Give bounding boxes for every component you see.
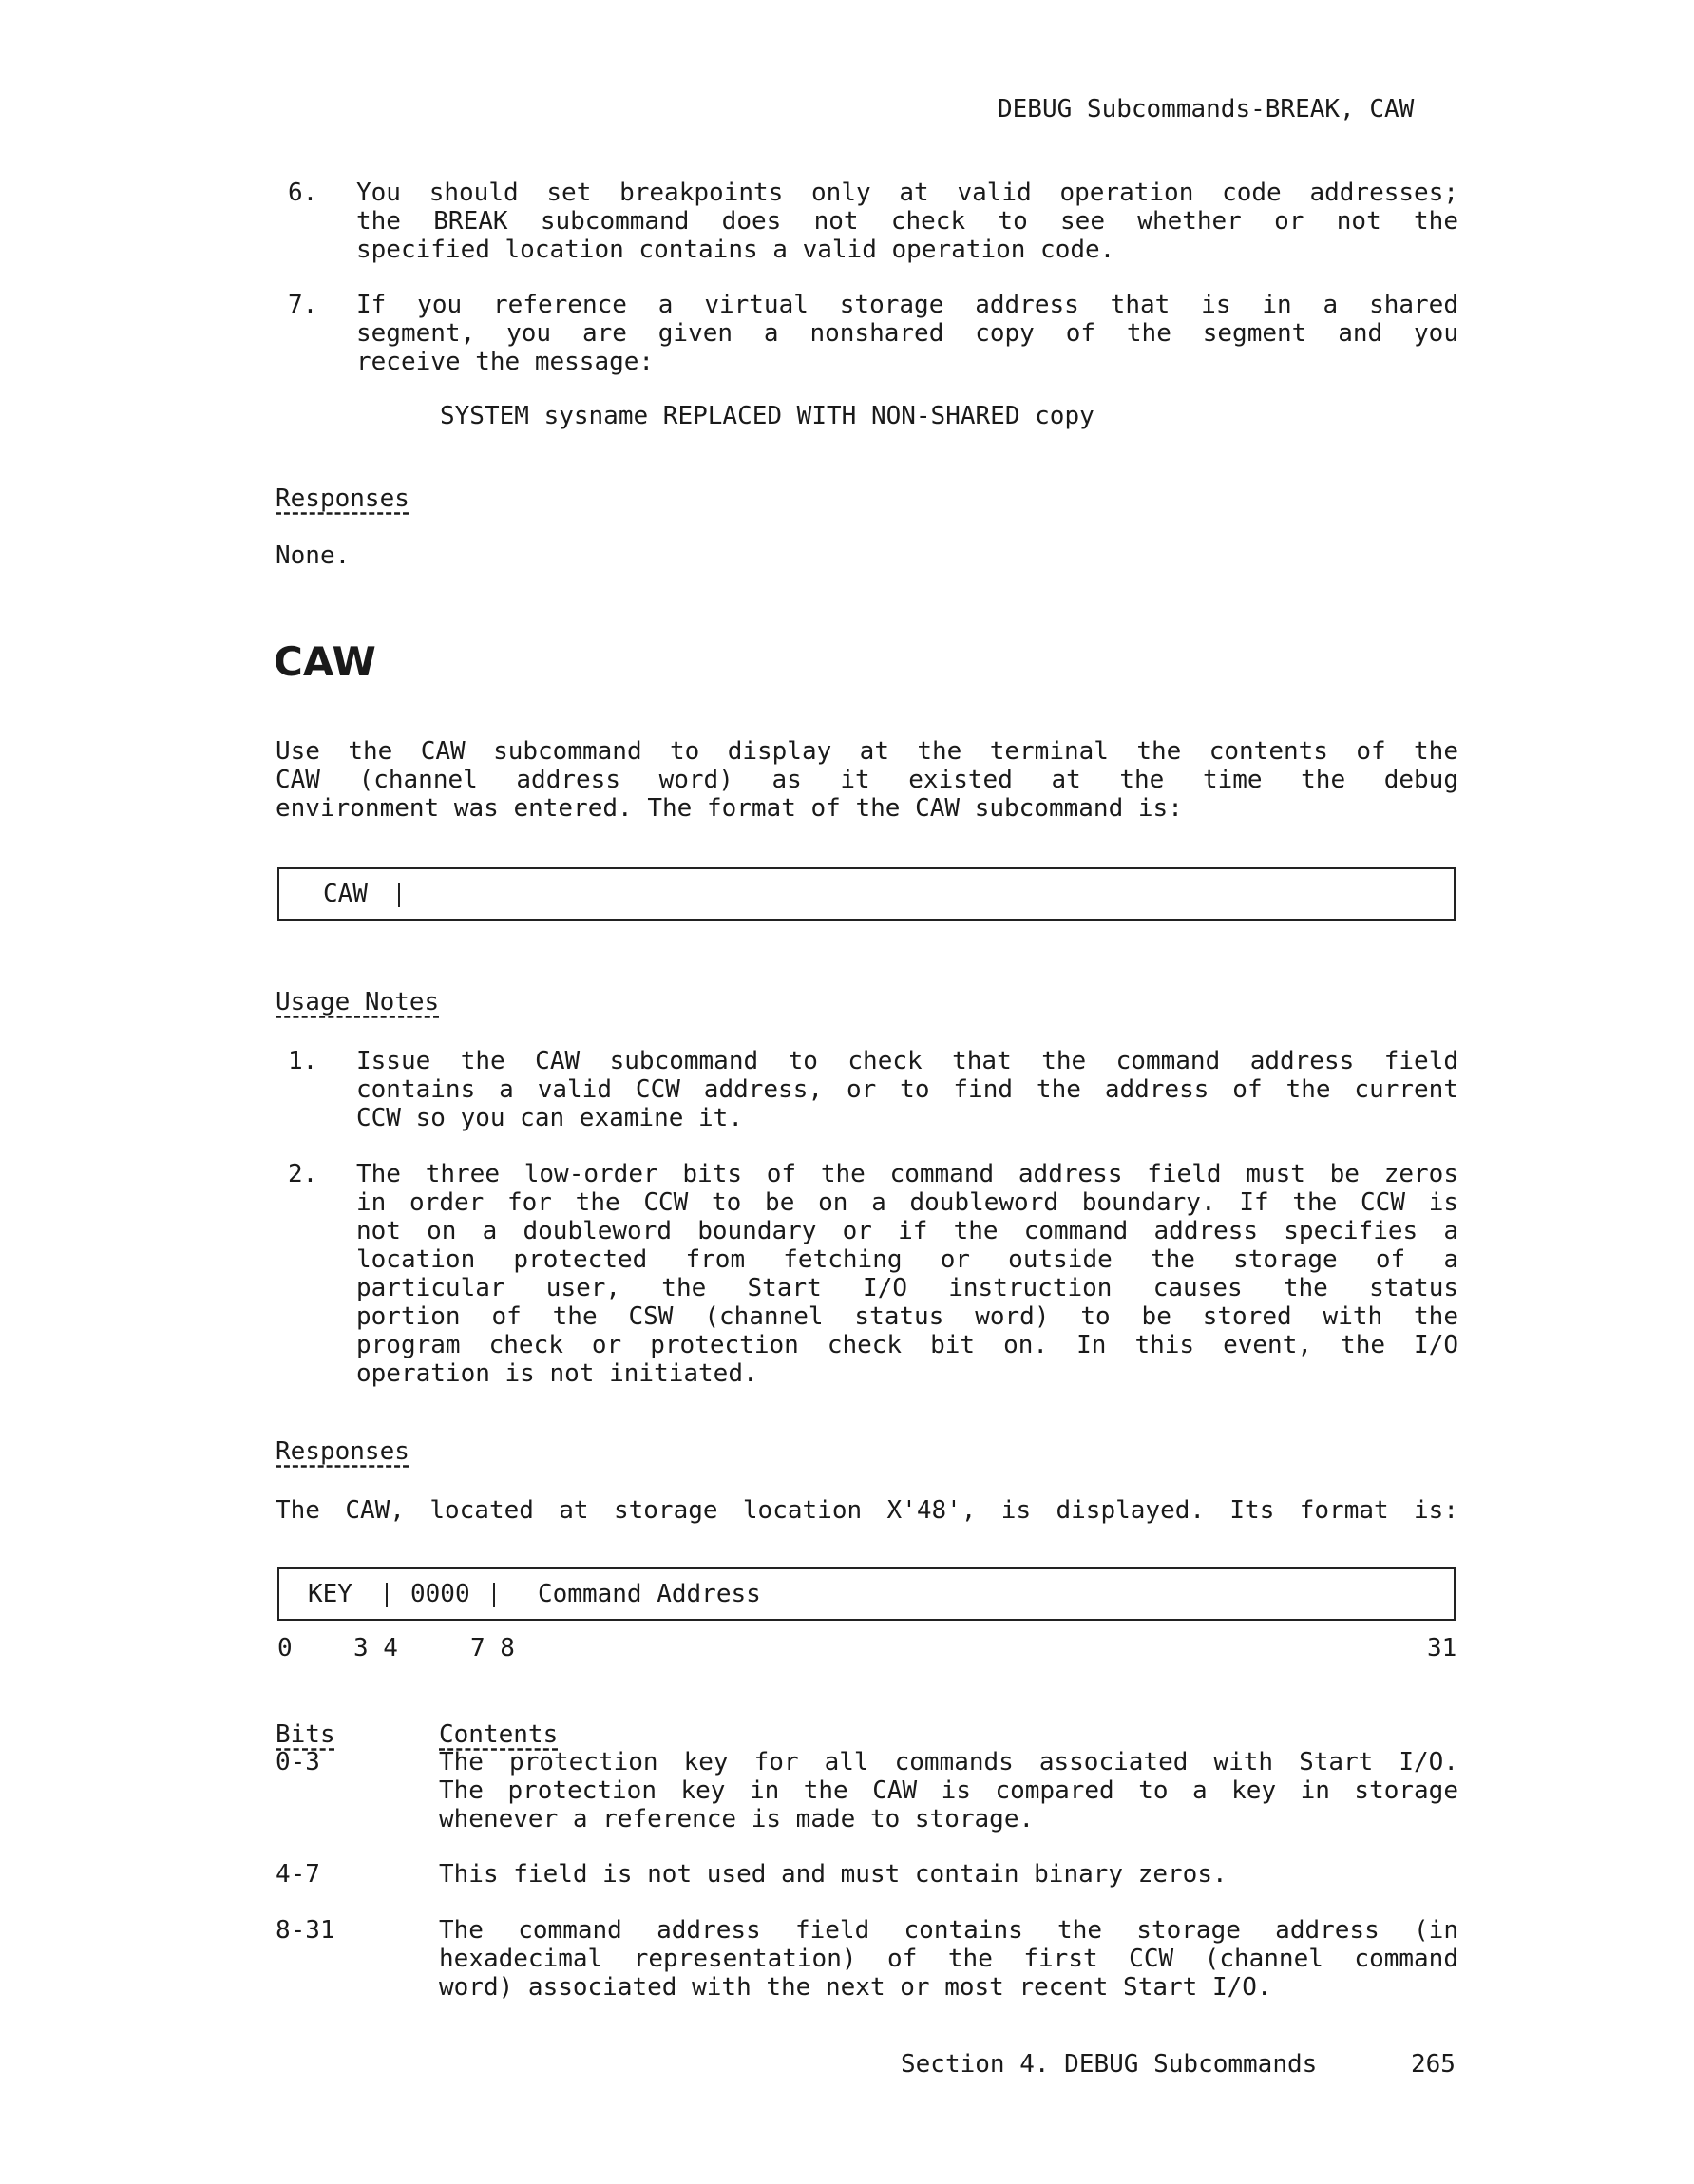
text-line: Issue the CAW subcommand to check that the command address field <box>356 1047 1458 1075</box>
text-line: specified location contains a valid operation code. <box>356 236 1115 264</box>
responses-text: None. <box>276 541 351 570</box>
text-line: segment, you are given a nonshared copy of the segment and you <box>356 319 1458 348</box>
responses-heading: Responses <box>276 1437 409 1466</box>
note-7 <box>356 291 1458 376</box>
footer-section: Section 4. DEBUG Subcommands <box>901 2050 1318 2079</box>
text-line: The protection key for all commands associated with Start I/O. <box>439 1748 1458 1776</box>
command-address-field: Command Address <box>538 1580 761 1608</box>
note-number: 7. <box>288 291 318 319</box>
text-line: hexadecimal representation) of the first CCW (channel command <box>439 1945 1458 1973</box>
text-line: whenever a reference is made to storage. <box>439 1805 1035 1833</box>
text-line: receive the message: <box>356 348 655 376</box>
text-line: The three low-order bits of the command address field must be zeros <box>356 1160 1458 1188</box>
bit-position: 0 <box>277 1634 293 1662</box>
responses-heading: Responses <box>276 484 409 513</box>
note-number: 6. <box>288 179 318 207</box>
bits-value: 4-7 <box>276 1860 320 1889</box>
note-number: 2. <box>288 1160 318 1188</box>
separator <box>398 883 400 907</box>
text-line: not on a doubleword boundary or if the command address specifies a <box>356 1217 1458 1245</box>
caw-format-box <box>277 1567 1456 1621</box>
note-number: 1. <box>288 1047 318 1075</box>
usage-notes-heading: Usage Notes <box>276 988 440 1016</box>
text-line: CCW so you can examine it. <box>356 1104 743 1132</box>
text-line: operation is not initiated. <box>356 1359 758 1388</box>
text-line: location protected from fetching or outside the storage of a <box>356 1245 1458 1274</box>
running-header: DEBUG Subcommands-BREAK, CAW <box>998 95 1415 123</box>
bit-position: 7 8 <box>470 1634 515 1662</box>
note-6 <box>356 179 1458 264</box>
text-line: contains a valid CCW address, or to find the address of the current <box>356 1075 1458 1104</box>
text-line: program check or protection check bit on. In this event, the I/O <box>356 1331 1458 1359</box>
intro-paragraph <box>276 737 1458 823</box>
zeros-field: 0000 <box>410 1580 470 1608</box>
key-field: KEY <box>308 1580 352 1608</box>
text-line: portion of the CSW (channel status word) to be stored with the <box>356 1302 1458 1331</box>
text-line: The command address field contains the storage address (in <box>439 1916 1458 1945</box>
text-line: CAW (channel address word) as it existed at the time the debug <box>276 766 1458 794</box>
text-line: in order for the CCW to be on a doubleword boundary. If the CCW is <box>356 1188 1458 1217</box>
usage-note-2 <box>356 1160 1458 1388</box>
text-line: environment was entered. The format of the CAW subcommand is: <box>276 794 1183 823</box>
text-line: You should set breakpoints only at valid operation code addresses; <box>356 179 1458 207</box>
format-box <box>277 867 1456 921</box>
section-title: CAW <box>274 638 376 685</box>
page-number: 265 <box>1411 2050 1456 2079</box>
separator <box>386 1583 388 1607</box>
contents-header: Contents <box>439 1720 559 1749</box>
bit-position: 3 4 <box>353 1634 398 1662</box>
bit-position: 31 <box>1427 1634 1457 1662</box>
text-line: word) associated with the next or most recent Start I/O. <box>439 1973 1272 2002</box>
system-message: SYSTEM sysname REPLACED WITH NON-SHARED copy <box>440 402 1094 430</box>
bits-value: 0-3 <box>276 1748 320 1776</box>
bits-row: This field is not used and must contain binary zeros. <box>439 1860 1228 1889</box>
text-line: The protection key in the CAW is compared to a key in storage <box>439 1776 1458 1805</box>
caw-command: CAW <box>323 880 368 908</box>
text-line: The CAW, located at storage location X'48', is displayed. Its format is: <box>276 1496 1458 1525</box>
bits-row <box>439 1916 1458 2002</box>
text-line: particular user, the Start I/O instruction causes the status <box>356 1274 1458 1302</box>
bits-value: 8-31 <box>276 1916 335 1945</box>
usage-note-1 <box>356 1047 1458 1132</box>
bits-row <box>439 1748 1458 1833</box>
text-line: If you reference a virtual storage address that is in a shared <box>356 291 1458 319</box>
bits-header: Bits <box>276 1720 335 1749</box>
text-line: Use the CAW subcommand to display at the terminal the contents of the <box>276 737 1458 766</box>
separator <box>493 1583 495 1607</box>
text-line: the BREAK subcommand does not check to see whether or not the <box>356 207 1458 236</box>
responses-text <box>276 1496 1458 1525</box>
